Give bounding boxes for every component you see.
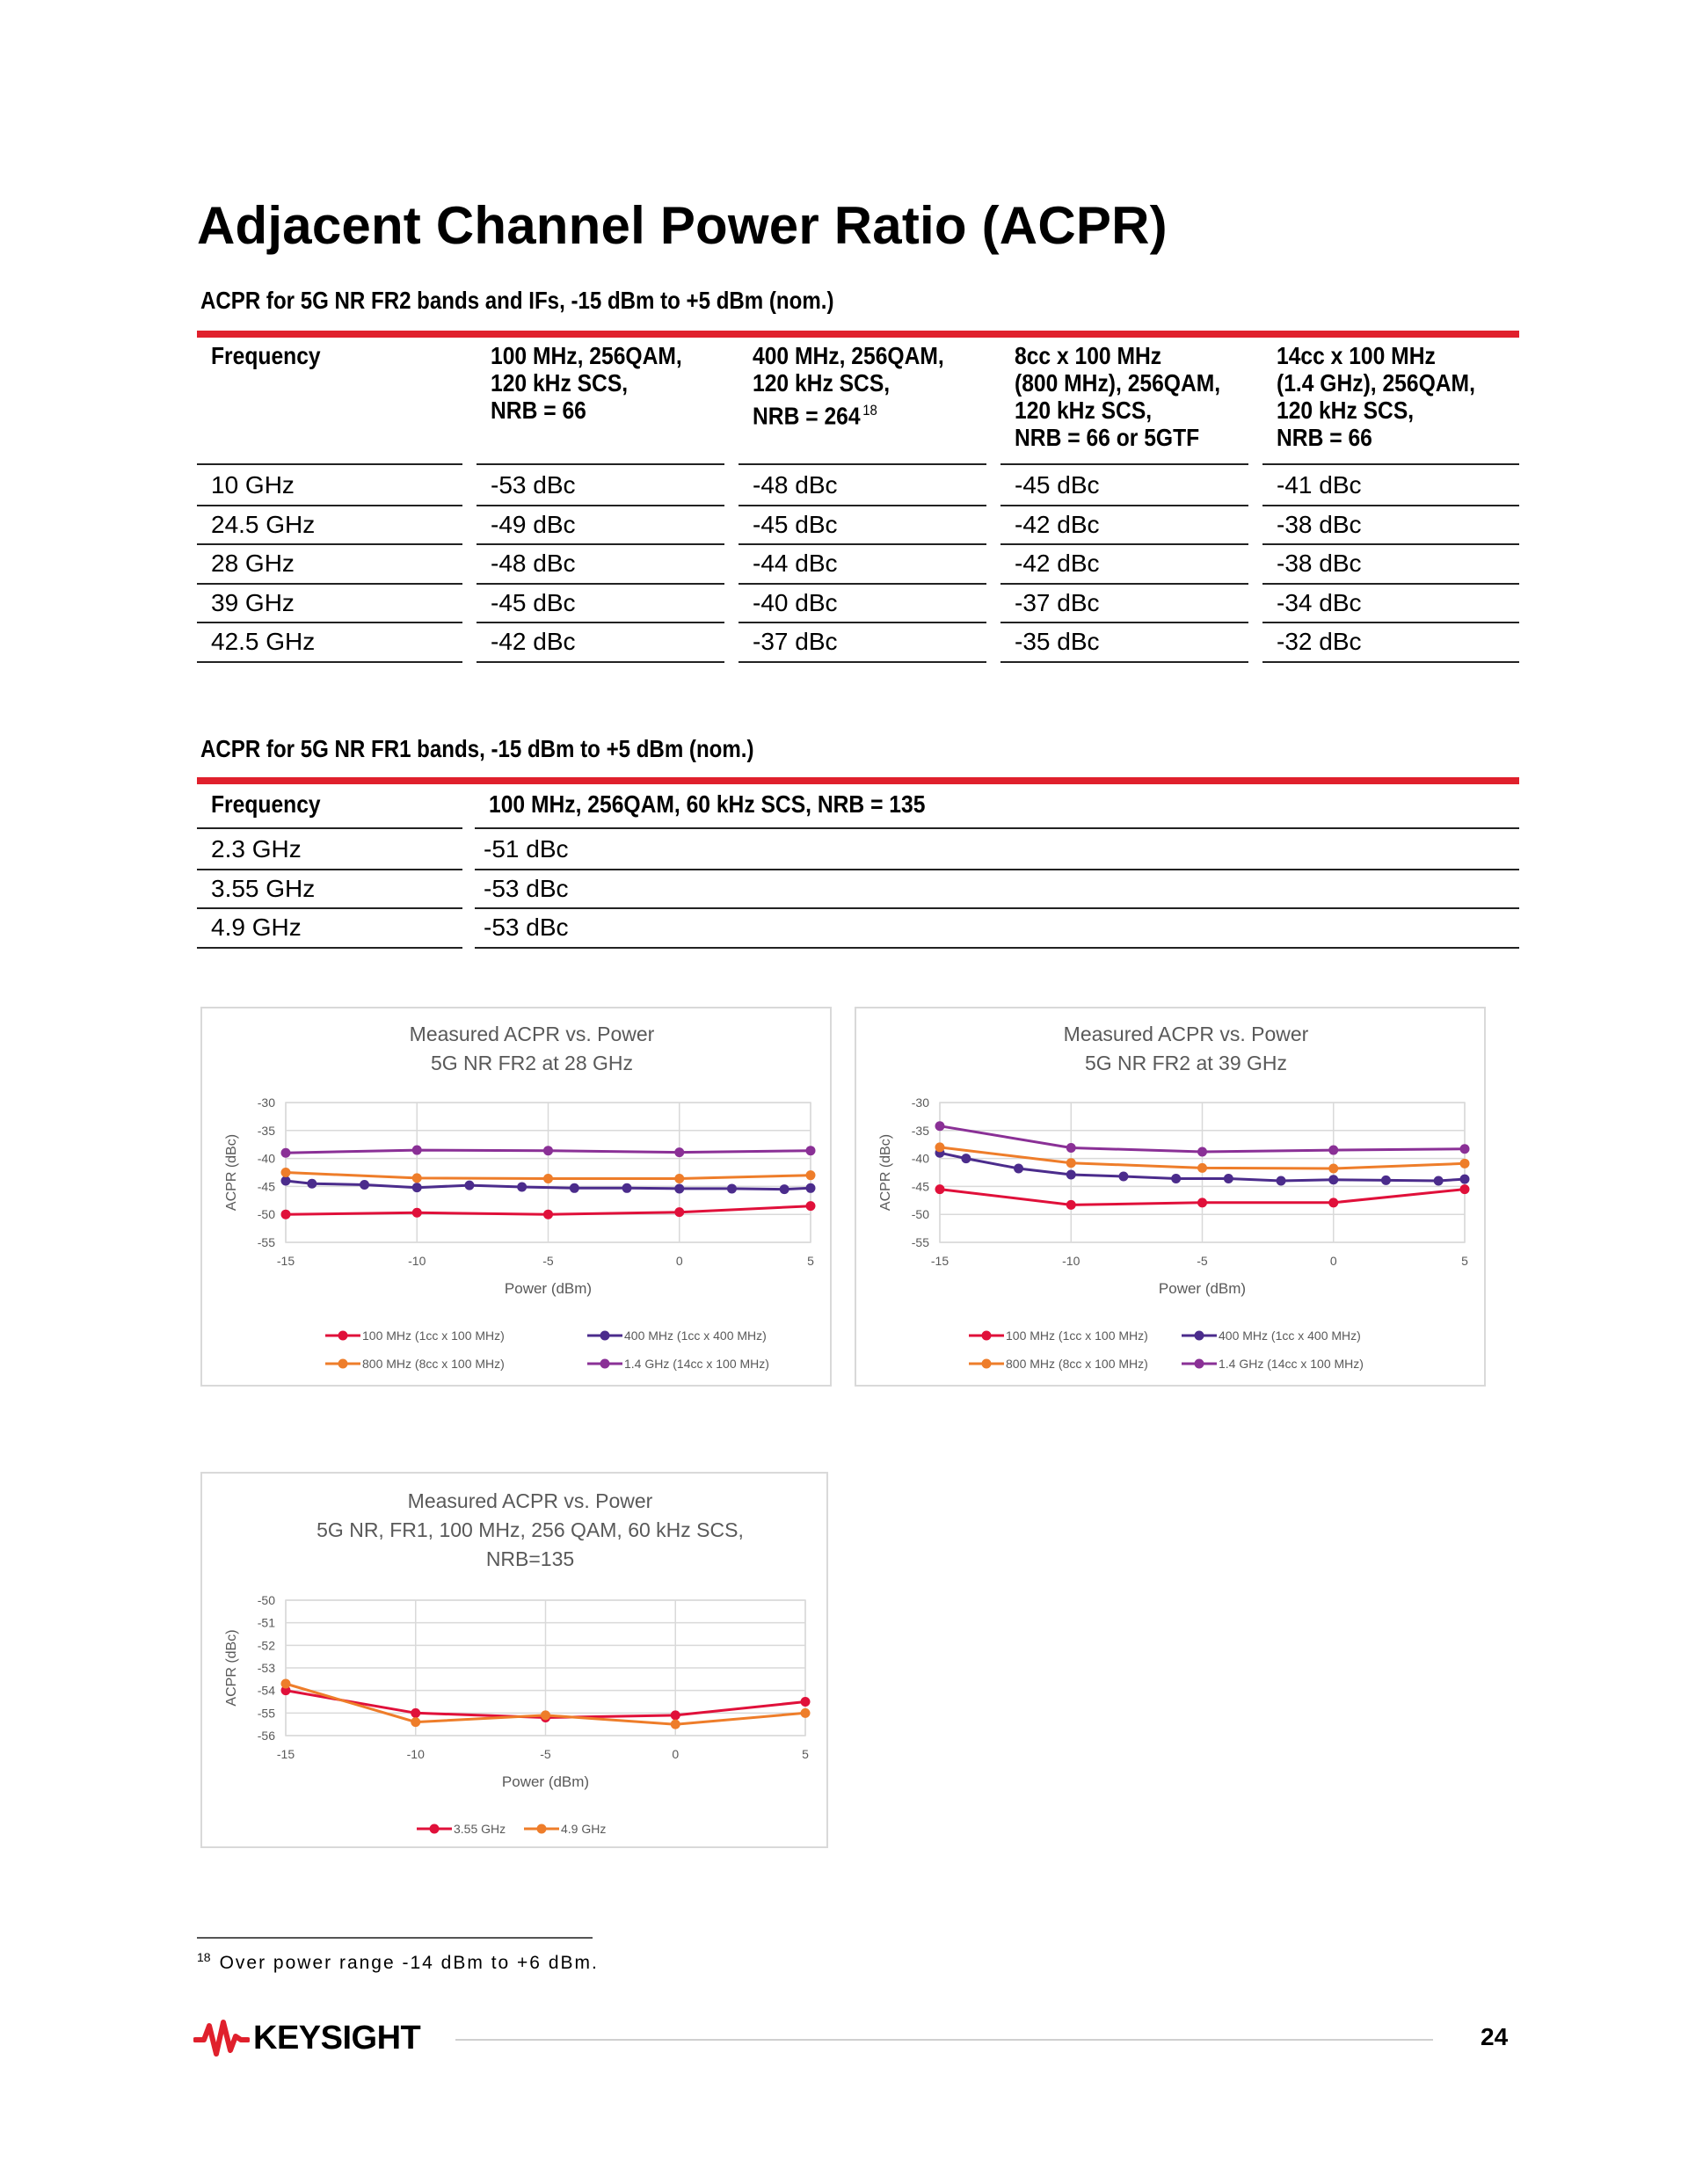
table1-value-cell: -42 dBc (1000, 506, 1248, 546)
x-tick-label: -5 (540, 1747, 551, 1761)
legend-swatch-marker (1195, 1359, 1204, 1369)
table1-header-line: 120 kHz SCS, (1015, 397, 1153, 424)
legend-label: 1.4 GHz (14cc x 100 MHz) (624, 1357, 769, 1371)
data-point (1328, 1198, 1338, 1207)
chart-title-line: Measured ACPR vs. Power (1063, 1023, 1309, 1045)
table2-header-cell (197, 787, 462, 829)
table1-header-rule (197, 331, 1519, 338)
legend-label: 100 MHz (1cc x 100 MHz) (1006, 1329, 1148, 1343)
table1-header-line: NRB = 66 or 5GTF (1015, 424, 1200, 451)
data-point (517, 1183, 527, 1192)
legend-swatch-marker (537, 1824, 547, 1834)
data-point (935, 1142, 945, 1152)
table1-header-line: 14cc x 100 MHz (1277, 342, 1436, 369)
keysight-logo (193, 2019, 420, 2057)
table2-frequency-cell: 3.55 GHz (197, 870, 462, 910)
chart-title-line: Measured ACPR vs. Power (409, 1023, 655, 1045)
data-point (281, 1148, 291, 1158)
data-point (412, 1208, 422, 1218)
chart-title-line: 5G NR, FR1, 100 MHz, 256 QAM, 60 kHz SCS, (316, 1518, 744, 1541)
table1-value-cell: -34 dBc (1262, 585, 1519, 624)
y-tick-label: -55 (911, 1235, 929, 1249)
data-point (281, 1678, 291, 1688)
x-tick-label: -10 (1062, 1254, 1080, 1268)
data-point (1066, 1143, 1076, 1153)
table2-value-cell: -51 dBc (475, 831, 1519, 870)
table1-value-cell: -45 dBc (477, 585, 724, 624)
chart-title-line: 5G NR FR2 at 28 GHz (430, 1052, 634, 1074)
legend-swatch-marker (600, 1331, 610, 1341)
table1-header-line: 120 kHz SCS, (753, 369, 891, 397)
table1-value-cell: -42 dBc (1000, 545, 1248, 585)
table1-value-cell: -48 dBc (477, 545, 724, 585)
chart-svg (202, 1474, 826, 1846)
table1-frequency-cell: 24.5 GHz (197, 506, 462, 546)
data-point (1197, 1198, 1207, 1207)
data-point (1381, 1176, 1391, 1185)
y-tick-label: -30 (911, 1096, 929, 1110)
data-point (674, 1183, 684, 1193)
data-point (780, 1184, 789, 1194)
data-point (671, 1710, 680, 1720)
table1-header-cell (477, 342, 724, 465)
chart-svg (202, 1008, 830, 1385)
table2-header-label: Frequency (211, 790, 321, 818)
x-tick-label: -15 (276, 1254, 295, 1268)
table1-header-cell (738, 342, 986, 465)
data-point (674, 1147, 684, 1157)
legend-swatch-marker (338, 1331, 348, 1341)
x-axis-label: Power (dBm) (501, 1773, 590, 1790)
table2-frequency-cell: 2.3 GHz (197, 831, 462, 870)
chart-fr2-39ghz (855, 1007, 1486, 1387)
legend-label: 1.4 GHz (14cc x 100 MHz) (1219, 1357, 1364, 1371)
chart-title-line: 5G NR FR2 at 39 GHz (1084, 1052, 1288, 1074)
data-point (935, 1121, 945, 1131)
y-axis-label: ACPR (dBc) (224, 1629, 239, 1707)
table1-value-cell: -44 dBc (738, 545, 986, 585)
table1-frequency-cell: 28 GHz (197, 545, 462, 585)
table2-header-cell (475, 787, 1519, 829)
table1-header-line: (1.4 GHz), 256QAM, (1277, 369, 1475, 397)
table1-value-cell: -48 dBc (738, 467, 986, 506)
y-tick-label: -35 (257, 1123, 275, 1138)
y-tick-label: -35 (911, 1123, 929, 1138)
legend-label: 3.55 GHz (454, 1822, 506, 1836)
x-axis-label: Power (dBm) (1158, 1280, 1247, 1297)
legend-swatch-marker (982, 1359, 992, 1369)
data-point (806, 1146, 816, 1155)
y-tick-label: -52 (257, 1638, 275, 1653)
data-point (961, 1154, 971, 1163)
table1-value-cell: -45 dBc (1000, 467, 1248, 506)
y-axis-label: ACPR (dBc) (878, 1133, 893, 1212)
table2-header-label: 100 MHz, 256QAM, 60 kHz SCS, NRB = 135 (489, 790, 926, 818)
data-point (360, 1180, 369, 1190)
legend-swatch-marker (600, 1359, 610, 1369)
keysight-wave-icon (193, 2019, 250, 2057)
data-point (674, 1207, 684, 1217)
data-point (281, 1210, 291, 1219)
y-tick-label: -51 (257, 1615, 275, 1630)
footnote (197, 1950, 599, 1974)
legend-swatch-marker (338, 1359, 348, 1369)
table1-value-cell: -49 dBc (477, 506, 724, 546)
y-tick-label: -53 (257, 1661, 275, 1675)
data-point (1328, 1164, 1338, 1174)
table1-frequency-cell: 42.5 GHz (197, 623, 462, 663)
x-tick-label: -15 (276, 1747, 295, 1761)
data-point (622, 1183, 632, 1193)
table1-header-line: NRB = 264 $^{18}$ (753, 402, 877, 430)
x-axis-label: Power (dBm) (504, 1280, 593, 1297)
chart-fr1 (200, 1472, 828, 1848)
data-point (935, 1184, 945, 1194)
table1-caption: ACPR for 5G NR FR2 bands and IFs, -15 dBm to +5 dBm (nom.) (200, 287, 834, 314)
page-number: 24 (1481, 2023, 1509, 2050)
data-point (1460, 1175, 1470, 1184)
x-tick-label: -5 (1197, 1254, 1208, 1268)
y-tick-label: -50 (911, 1207, 929, 1222)
data-point (806, 1170, 816, 1180)
data-point (1460, 1184, 1470, 1194)
table1-header-cell (1000, 342, 1248, 465)
table1-header-cell (197, 342, 462, 465)
data-point (806, 1201, 816, 1211)
data-point (1434, 1176, 1444, 1186)
data-point (1460, 1159, 1470, 1168)
data-point (281, 1176, 291, 1186)
y-tick-label: -56 (257, 1729, 275, 1743)
chart-title-line: Measured ACPR vs. Power (407, 1489, 653, 1512)
table1-value-cell: -32 dBc (1262, 623, 1519, 663)
legend-label: 4.9 GHz (561, 1822, 607, 1836)
y-tick-label: -55 (257, 1235, 275, 1249)
table1-footnote-ref: 18 (862, 402, 877, 419)
data-point (543, 1174, 553, 1183)
data-point (411, 1717, 420, 1727)
x-tick-label: 0 (1329, 1254, 1337, 1268)
table2-frequency-cell: 4.9 GHz (197, 909, 462, 949)
table1-header-line: NRB = 66 (491, 397, 586, 424)
data-point (1014, 1164, 1023, 1174)
data-point (1460, 1144, 1470, 1154)
legend-swatch-marker (1195, 1331, 1204, 1341)
data-point (1224, 1174, 1233, 1183)
chart-svg (856, 1008, 1484, 1385)
data-point (412, 1173, 422, 1183)
table2-value-cell: -53 dBc (475, 870, 1519, 910)
x-tick-label: -10 (406, 1747, 425, 1761)
legend-label: 800 MHz (8cc x 100 MHz) (1006, 1357, 1148, 1371)
table1-value-cell: -42 dBc (477, 623, 724, 663)
data-point (1171, 1174, 1181, 1183)
x-tick-label: 5 (1461, 1254, 1468, 1268)
table1-frequency-cell: 39 GHz (197, 585, 462, 624)
table1-header-line: 100 MHz, 256QAM, (491, 342, 682, 369)
y-tick-label: -45 (911, 1179, 929, 1194)
page-title: Adjacent Channel Power Ratio (ACPR) (197, 196, 1168, 255)
table1-header-line: (800 MHz), 256QAM, (1015, 369, 1221, 397)
data-point (411, 1708, 420, 1718)
x-tick-label: 0 (675, 1254, 683, 1268)
table1-value-cell: -38 dBc (1262, 506, 1519, 546)
data-point (674, 1174, 684, 1183)
table1-header-line: 400 MHz, 256QAM, (753, 342, 944, 369)
data-point (671, 1720, 680, 1729)
y-tick-label: -54 (257, 1683, 275, 1698)
y-tick-label: -50 (257, 1207, 275, 1222)
data-point (806, 1183, 816, 1193)
table1-value-cell: -40 dBc (738, 585, 986, 624)
table1-header-line: 8cc x 100 MHz (1015, 342, 1162, 369)
table1-header-cell (1262, 342, 1519, 465)
data-point (801, 1697, 811, 1707)
table1-header-line: NRB = 66 (1277, 424, 1372, 451)
data-point (1197, 1163, 1207, 1173)
table1-value-cell: -37 dBc (1000, 585, 1248, 624)
data-point (570, 1183, 579, 1193)
data-point (1066, 1170, 1076, 1180)
y-tick-label: -45 (257, 1179, 275, 1194)
footnote-text: Over power range -14 dBm to +6 dBm. (219, 1953, 599, 1973)
legend-swatch-marker (430, 1824, 440, 1834)
table1-value-cell: -38 dBc (1262, 545, 1519, 585)
data-point (1118, 1171, 1128, 1181)
table1-header-line: 120 kHz SCS, (1277, 397, 1415, 424)
y-axis-label: ACPR (dBc) (224, 1133, 239, 1212)
data-point (1277, 1176, 1286, 1186)
x-tick-label: -5 (542, 1254, 554, 1268)
data-point (1328, 1146, 1338, 1155)
table1-value-cell: -37 dBc (738, 623, 986, 663)
brand-name: KEYSIGHT (253, 2019, 421, 2057)
table2-header-rule (197, 777, 1519, 784)
y-tick-label: -40 (257, 1151, 275, 1166)
legend-swatch-marker (982, 1331, 992, 1341)
table1-value-cell: -45 dBc (738, 506, 986, 546)
legend-label: 400 MHz (1cc x 400 MHz) (624, 1329, 767, 1343)
legend-label: 100 MHz (1cc x 100 MHz) (362, 1329, 505, 1343)
data-point (727, 1183, 737, 1193)
table1-value-cell: -41 dBc (1262, 467, 1519, 506)
footnote-marker: 18 (197, 1950, 211, 1964)
data-point (412, 1146, 422, 1155)
data-point (281, 1168, 291, 1177)
chart-fr2-28ghz (200, 1007, 832, 1387)
footnote-divider (197, 1937, 593, 1939)
table2-caption: ACPR for 5G NR FR1 bands, -15 dBm to +5 dBm (nom.) (200, 735, 754, 762)
data-point (412, 1183, 422, 1192)
y-tick-label: -30 (257, 1096, 275, 1110)
table2-value-cell: -53 dBc (475, 909, 1519, 949)
data-point (543, 1210, 553, 1219)
data-point (541, 1710, 550, 1720)
data-point (1066, 1200, 1076, 1210)
y-tick-label: -40 (911, 1151, 929, 1166)
x-tick-label: -15 (930, 1254, 950, 1268)
x-tick-label: -10 (408, 1254, 426, 1268)
data-point (464, 1181, 474, 1190)
footer-divider (455, 2039, 1433, 2041)
table1-header-line: Frequency (211, 342, 321, 369)
legend-label: 800 MHz (8cc x 100 MHz) (362, 1357, 505, 1371)
data-point (307, 1179, 316, 1189)
data-point (1066, 1158, 1076, 1168)
data-point (1197, 1147, 1207, 1156)
chart-title-line: NRB=135 (485, 1547, 575, 1570)
data-point (801, 1708, 811, 1718)
table1-value-cell: -35 dBc (1000, 623, 1248, 663)
x-tick-label: 5 (807, 1254, 814, 1268)
x-tick-label: 5 (802, 1747, 809, 1761)
table1-header-line: 120 kHz SCS, (491, 369, 629, 397)
x-tick-label: 0 (672, 1747, 680, 1761)
data-point (543, 1146, 553, 1155)
y-tick-label: -50 (257, 1593, 275, 1607)
data-point (1328, 1175, 1338, 1184)
legend-label: 400 MHz (1cc x 400 MHz) (1219, 1329, 1361, 1343)
table1-value-cell: -53 dBc (477, 467, 724, 506)
y-tick-label: -55 (257, 1706, 275, 1721)
table1-frequency-cell: 10 GHz (197, 467, 462, 506)
